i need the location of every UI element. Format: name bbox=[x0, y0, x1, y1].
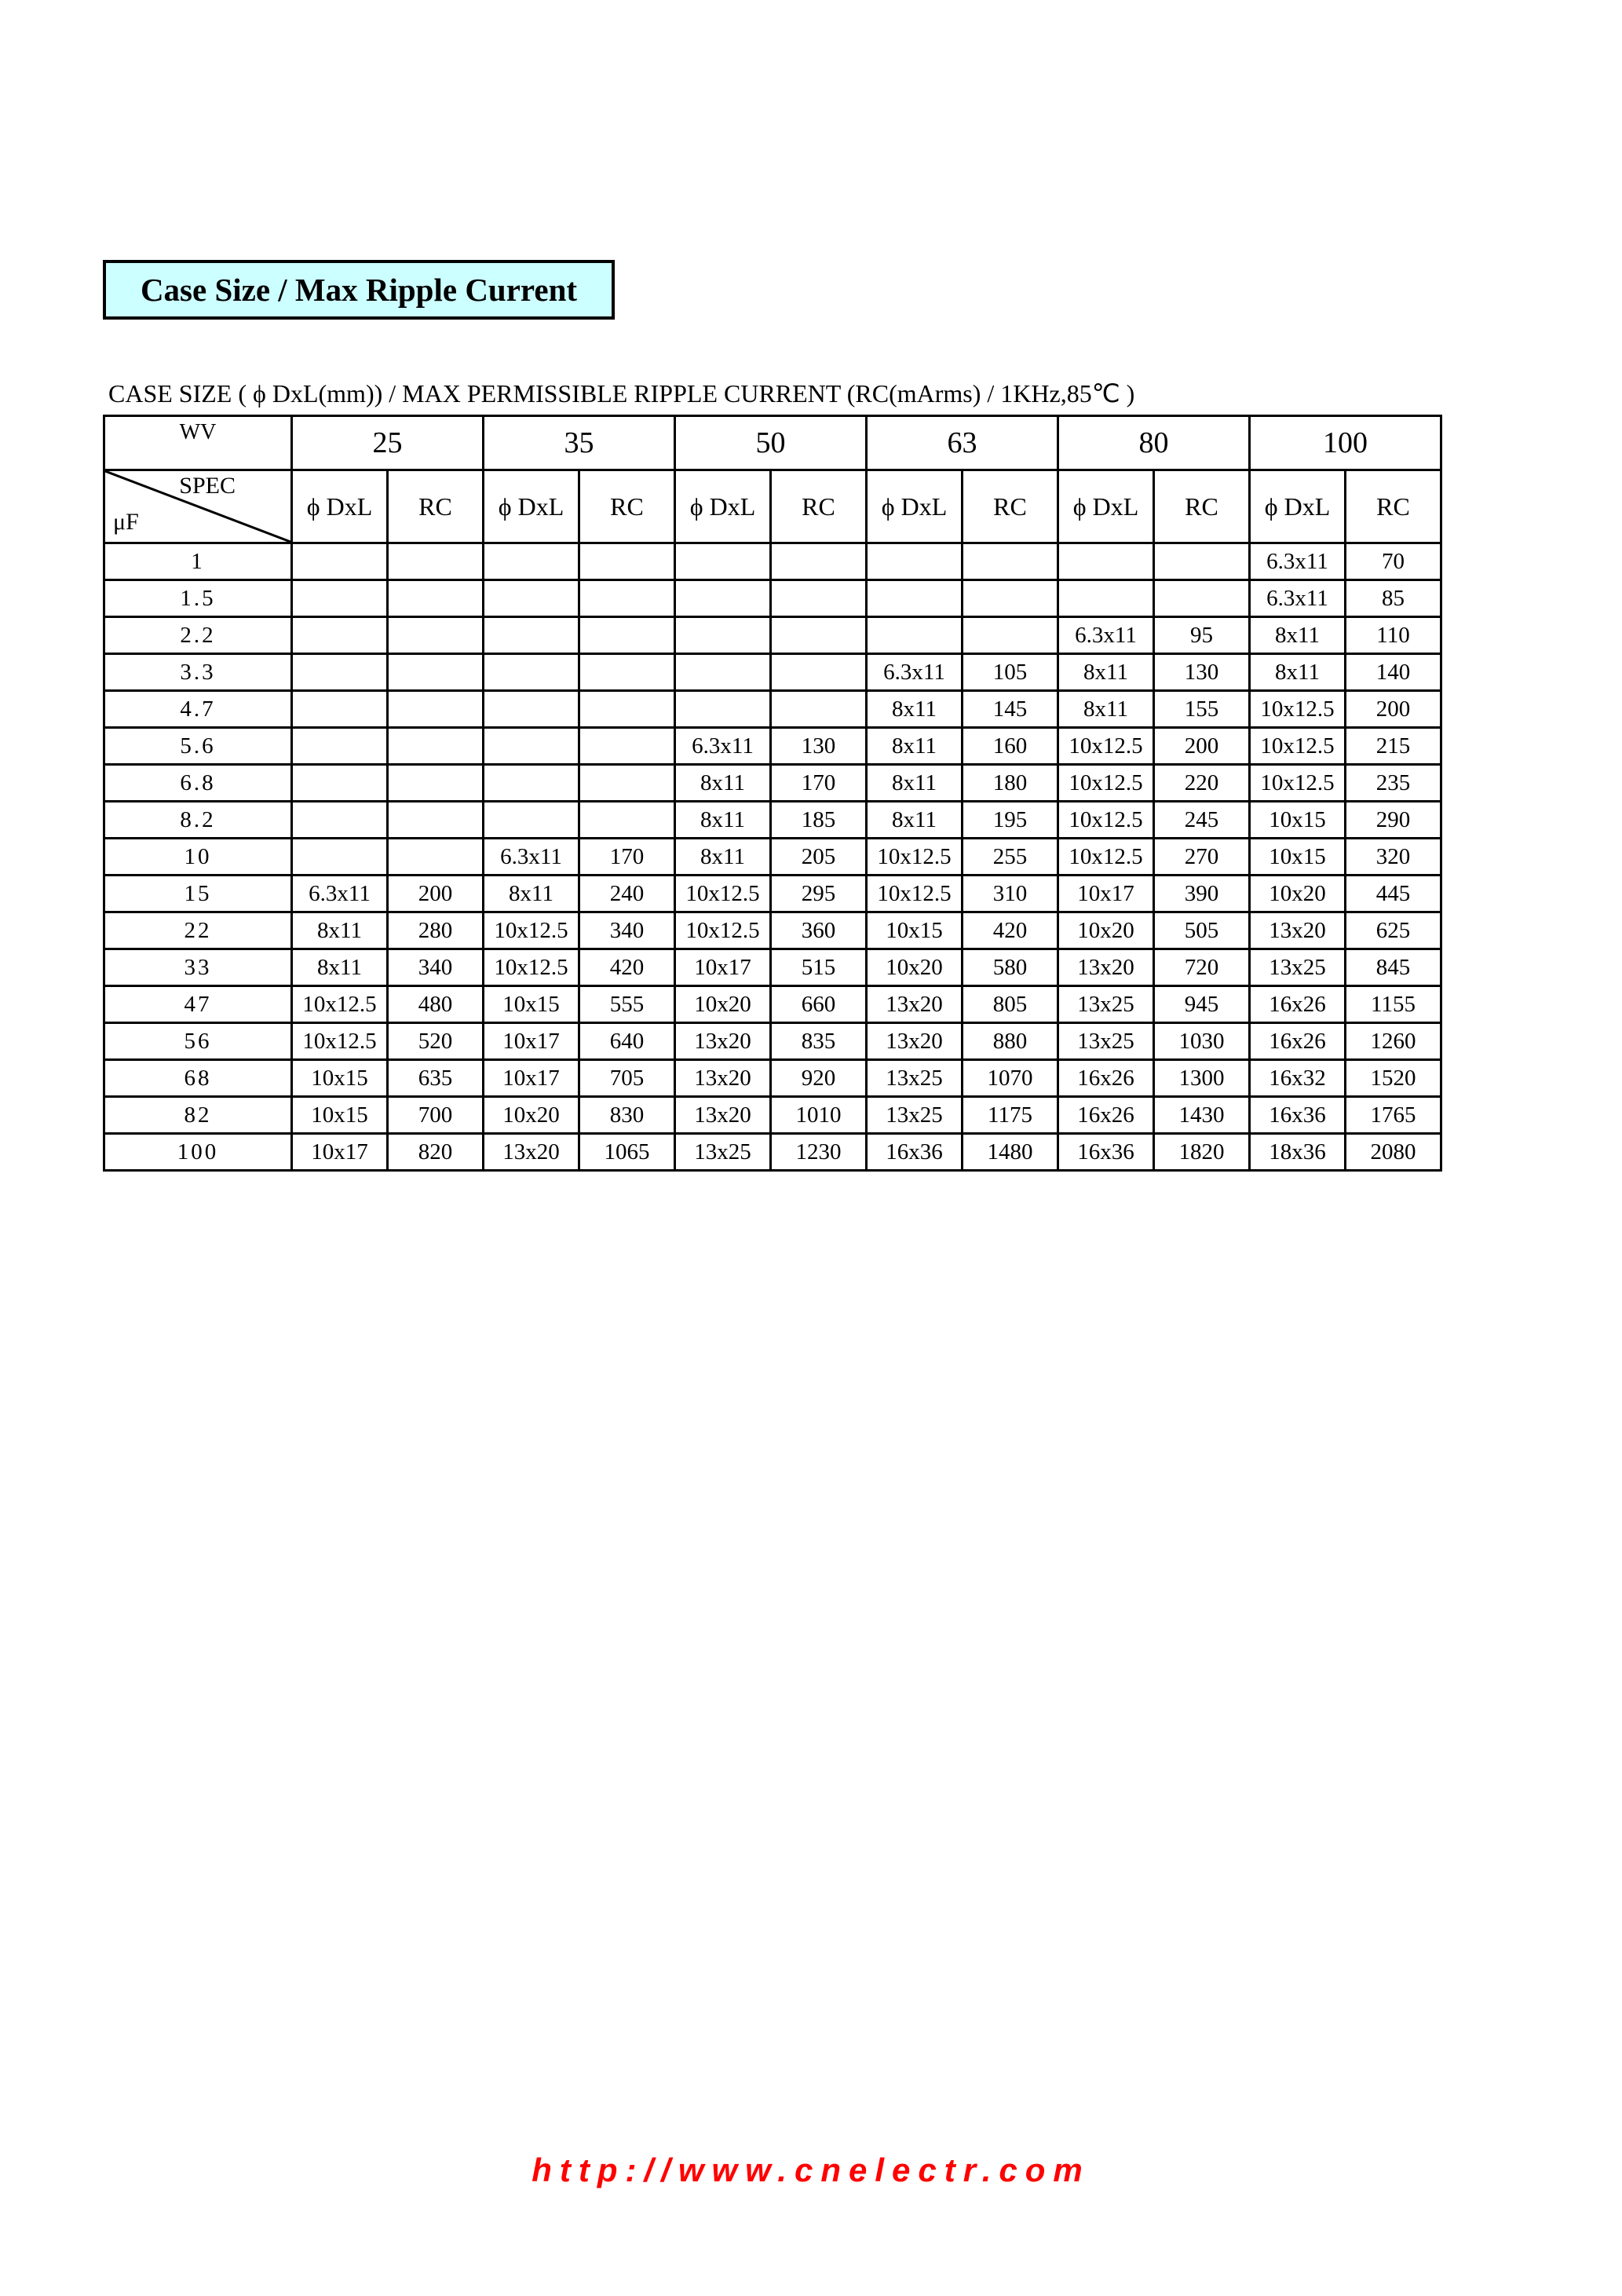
case-size-cell: 8x11 bbox=[867, 802, 963, 839]
ripple-current-cell bbox=[388, 580, 484, 617]
ripple-current-cell: 555 bbox=[579, 986, 675, 1023]
case-size-cell: 13x20 bbox=[675, 1023, 771, 1060]
case-size-cell: 16x32 bbox=[1250, 1060, 1346, 1097]
case-size-cell: 10x12.5 bbox=[1058, 728, 1154, 765]
size-header: ϕ DxL bbox=[1250, 470, 1346, 543]
ripple-current-cell: 200 bbox=[1346, 691, 1441, 728]
capacitance-cell: 3.3 bbox=[104, 654, 292, 691]
capacitance-cell: 10 bbox=[104, 839, 292, 876]
case-size-cell: 6.3x11 bbox=[1250, 580, 1346, 617]
ripple-current-cell: 245 bbox=[1154, 802, 1250, 839]
ripple-current-cell: 235 bbox=[1346, 765, 1441, 802]
rc-header: RC bbox=[771, 470, 867, 543]
rc-header: RC bbox=[388, 470, 484, 543]
case-size-cell bbox=[675, 580, 771, 617]
case-size-cell bbox=[1058, 543, 1154, 580]
case-size-cell bbox=[675, 543, 771, 580]
ripple-current-cell bbox=[771, 580, 867, 617]
ripple-current-cell: 1155 bbox=[1346, 986, 1441, 1023]
case-size-cell: 10x12.5 bbox=[867, 839, 963, 876]
ripple-current-cell: 945 bbox=[1154, 986, 1250, 1023]
ripple-current-cell bbox=[1154, 543, 1250, 580]
capacitance-cell: 5.6 bbox=[104, 728, 292, 765]
ripple-current-cell bbox=[388, 543, 484, 580]
case-size-cell: 10x17 bbox=[675, 949, 771, 986]
case-size-cell: 13x25 bbox=[867, 1097, 963, 1134]
rc-header: RC bbox=[1154, 470, 1250, 543]
case-size-cell: 10x12.5 bbox=[1058, 765, 1154, 802]
ripple-current-cell: 255 bbox=[963, 839, 1058, 876]
ripple-current-cell: 70 bbox=[1346, 543, 1441, 580]
case-size-cell: 8x11 bbox=[675, 839, 771, 876]
case-size-cell bbox=[292, 802, 388, 839]
case-size-cell: 8x11 bbox=[867, 765, 963, 802]
case-size-cell: 8x11 bbox=[867, 691, 963, 728]
ripple-current-cell: 340 bbox=[579, 912, 675, 949]
case-size-cell: 10x12.5 bbox=[292, 986, 388, 1023]
case-size-cell: 10x20 bbox=[867, 949, 963, 986]
capacitance-cell: 56 bbox=[104, 1023, 292, 1060]
voltage-header: 35 bbox=[484, 416, 675, 470]
rc-header: RC bbox=[963, 470, 1058, 543]
table-row bbox=[104, 912, 1441, 949]
ripple-current-cell bbox=[579, 543, 675, 580]
table-row bbox=[104, 986, 1441, 1023]
case-size-cell bbox=[867, 617, 963, 654]
ripple-current-cell: 1175 bbox=[963, 1097, 1058, 1134]
case-size-cell: 8x11 bbox=[675, 765, 771, 802]
table-row bbox=[104, 765, 1441, 802]
case-size-cell: 13x20 bbox=[867, 986, 963, 1023]
ripple-current-cell bbox=[579, 617, 675, 654]
voltage-header-row bbox=[104, 416, 1441, 470]
spec-header-row bbox=[104, 470, 1441, 543]
ripple-current-cell: 160 bbox=[963, 728, 1058, 765]
capacitance-cell: 6.8 bbox=[104, 765, 292, 802]
ripple-current-cell bbox=[963, 580, 1058, 617]
ripple-current-cell: 660 bbox=[771, 986, 867, 1023]
case-size-cell: 13x25 bbox=[675, 1134, 771, 1171]
case-size-cell bbox=[484, 580, 579, 617]
case-size-cell: 16x26 bbox=[1250, 1023, 1346, 1060]
ripple-current-cell: 920 bbox=[771, 1060, 867, 1097]
case-size-cell: 10x12.5 bbox=[1058, 802, 1154, 839]
case-size-cell: 8x11 bbox=[292, 949, 388, 986]
size-header: ϕ DxL bbox=[292, 470, 388, 543]
case-size-cell: 16x36 bbox=[867, 1134, 963, 1171]
case-size-cell: 6.3x11 bbox=[675, 728, 771, 765]
case-size-cell: 10x15 bbox=[867, 912, 963, 949]
voltage-header: 50 bbox=[675, 416, 867, 470]
size-header: ϕ DxL bbox=[1058, 470, 1154, 543]
case-size-cell: 6.3x11 bbox=[484, 839, 579, 876]
capacitance-cell: 100 bbox=[104, 1134, 292, 1171]
ripple-current-cell: 1030 bbox=[1154, 1023, 1250, 1060]
case-size-cell: 10x15 bbox=[292, 1097, 388, 1134]
ripple-current-cell: 280 bbox=[388, 912, 484, 949]
case-size-cell: 10x12.5 bbox=[484, 949, 579, 986]
case-size-cell bbox=[1058, 580, 1154, 617]
case-size-cell: 10x12.5 bbox=[675, 876, 771, 912]
ripple-current-cell bbox=[579, 580, 675, 617]
case-size-cell bbox=[292, 691, 388, 728]
ripple-current-cell: 205 bbox=[771, 839, 867, 876]
rc-header: RC bbox=[579, 470, 675, 543]
case-size-cell bbox=[292, 617, 388, 654]
case-size-cell: 8x11 bbox=[1058, 654, 1154, 691]
case-size-cell: 16x36 bbox=[1250, 1097, 1346, 1134]
ripple-current-cell: 1230 bbox=[771, 1134, 867, 1171]
case-size-cell: 16x26 bbox=[1058, 1097, 1154, 1134]
wv-label: WV bbox=[104, 416, 292, 470]
ripple-current-cell bbox=[771, 617, 867, 654]
case-size-cell: 10x12.5 bbox=[1250, 728, 1346, 765]
ripple-current-table bbox=[103, 415, 1442, 1172]
table-row bbox=[104, 1134, 1441, 1171]
table-row bbox=[104, 617, 1441, 654]
ripple-current-cell: 1430 bbox=[1154, 1097, 1250, 1134]
table-row bbox=[104, 1060, 1441, 1097]
capacitance-cell: 68 bbox=[104, 1060, 292, 1097]
ripple-current-cell bbox=[579, 691, 675, 728]
ripple-current-cell: 95 bbox=[1154, 617, 1250, 654]
ripple-current-cell bbox=[579, 728, 675, 765]
ripple-current-cell: 215 bbox=[1346, 728, 1441, 765]
case-size-cell: 13x25 bbox=[1058, 1023, 1154, 1060]
ripple-current-cell: 195 bbox=[963, 802, 1058, 839]
section-title: Case Size / Max Ripple Current bbox=[103, 260, 615, 320]
ripple-current-cell: 200 bbox=[388, 876, 484, 912]
ripple-current-cell: 130 bbox=[771, 728, 867, 765]
rc-header: RC bbox=[1346, 470, 1441, 543]
ripple-current-cell: 625 bbox=[1346, 912, 1441, 949]
voltage-header: 80 bbox=[1058, 416, 1250, 470]
ripple-current-cell: 295 bbox=[771, 876, 867, 912]
voltage-header: 100 bbox=[1250, 416, 1441, 470]
case-size-cell: 13x25 bbox=[1058, 986, 1154, 1023]
ripple-current-cell bbox=[579, 654, 675, 691]
case-size-cell bbox=[484, 728, 579, 765]
case-size-cell: 13x25 bbox=[867, 1060, 963, 1097]
case-size-cell: 10x17 bbox=[1058, 876, 1154, 912]
case-size-cell bbox=[675, 654, 771, 691]
capacitance-cell: 15 bbox=[104, 876, 292, 912]
ripple-current-cell: 420 bbox=[963, 912, 1058, 949]
ripple-current-cell: 480 bbox=[388, 986, 484, 1023]
ripple-current-cell: 845 bbox=[1346, 949, 1441, 986]
ripple-current-cell: 130 bbox=[1154, 654, 1250, 691]
case-size-cell bbox=[292, 728, 388, 765]
case-size-cell: 8x11 bbox=[675, 802, 771, 839]
case-size-cell bbox=[675, 617, 771, 654]
table-row bbox=[104, 691, 1441, 728]
case-size-cell: 13x20 bbox=[867, 1023, 963, 1060]
case-size-cell: 13x20 bbox=[1058, 949, 1154, 986]
case-size-cell: 16x36 bbox=[1058, 1134, 1154, 1171]
case-size-cell: 10x20 bbox=[1250, 876, 1346, 912]
ripple-current-cell: 580 bbox=[963, 949, 1058, 986]
table-row bbox=[104, 876, 1441, 912]
ripple-current-cell bbox=[388, 802, 484, 839]
ripple-current-cell: 505 bbox=[1154, 912, 1250, 949]
ripple-current-cell: 155 bbox=[1154, 691, 1250, 728]
ripple-current-cell: 200 bbox=[1154, 728, 1250, 765]
case-size-cell bbox=[484, 765, 579, 802]
case-size-cell bbox=[292, 654, 388, 691]
case-size-cell: 8x11 bbox=[1250, 654, 1346, 691]
ripple-current-cell: 1010 bbox=[771, 1097, 867, 1134]
case-size-cell: 13x20 bbox=[675, 1060, 771, 1097]
case-size-cell: 10x15 bbox=[292, 1060, 388, 1097]
footer-url: http://www.cnelectr.com bbox=[532, 2152, 1090, 2188]
size-header: ϕ DxL bbox=[675, 470, 771, 543]
spec-label: SPEC bbox=[179, 473, 236, 499]
ripple-current-cell: 1260 bbox=[1346, 1023, 1441, 1060]
case-size-cell: 10x12.5 bbox=[484, 912, 579, 949]
case-size-cell: 10x17 bbox=[292, 1134, 388, 1171]
table-row bbox=[104, 839, 1441, 876]
ripple-current-cell bbox=[388, 728, 484, 765]
case-size-cell: 8x11 bbox=[292, 912, 388, 949]
ripple-current-cell: 320 bbox=[1346, 839, 1441, 876]
ripple-current-cell: 720 bbox=[1154, 949, 1250, 986]
case-size-cell bbox=[867, 580, 963, 617]
ripple-current-cell: 520 bbox=[388, 1023, 484, 1060]
ripple-current-cell bbox=[388, 765, 484, 802]
case-size-cell bbox=[292, 543, 388, 580]
capacitance-cell: 82 bbox=[104, 1097, 292, 1134]
ripple-current-cell: 270 bbox=[1154, 839, 1250, 876]
table-row bbox=[104, 654, 1441, 691]
ripple-current-cell: 1300 bbox=[1154, 1060, 1250, 1097]
case-size-cell bbox=[484, 617, 579, 654]
ripple-current-cell: 2080 bbox=[1346, 1134, 1441, 1171]
ripple-current-cell: 1480 bbox=[963, 1134, 1058, 1171]
case-size-cell: 13x25 bbox=[1250, 949, 1346, 986]
ripple-current-cell: 835 bbox=[771, 1023, 867, 1060]
capacitance-cell: 4.7 bbox=[104, 691, 292, 728]
case-size-cell: 10x15 bbox=[1250, 802, 1346, 839]
ripple-current-cell: 85 bbox=[1346, 580, 1441, 617]
voltage-header: 63 bbox=[867, 416, 1058, 470]
ripple-current-cell: 170 bbox=[771, 765, 867, 802]
case-size-cell bbox=[292, 765, 388, 802]
ripple-current-cell bbox=[771, 691, 867, 728]
ripple-current-cell: 310 bbox=[963, 876, 1058, 912]
case-size-cell: 6.3x11 bbox=[1058, 617, 1154, 654]
case-size-cell: 8x11 bbox=[1058, 691, 1154, 728]
case-size-cell bbox=[484, 802, 579, 839]
ripple-current-cell: 830 bbox=[579, 1097, 675, 1134]
case-size-cell: 10x12.5 bbox=[675, 912, 771, 949]
ripple-current-cell: 180 bbox=[963, 765, 1058, 802]
case-size-cell bbox=[484, 691, 579, 728]
case-size-cell: 8x11 bbox=[1250, 617, 1346, 654]
ripple-current-cell bbox=[388, 691, 484, 728]
ripple-current-cell bbox=[579, 765, 675, 802]
case-size-cell: 10x12.5 bbox=[292, 1023, 388, 1060]
ripple-current-cell: 445 bbox=[1346, 876, 1441, 912]
ripple-current-cell: 170 bbox=[579, 839, 675, 876]
ripple-current-cell: 635 bbox=[388, 1060, 484, 1097]
capacitance-cell: 22 bbox=[104, 912, 292, 949]
ripple-current-cell: 820 bbox=[388, 1134, 484, 1171]
case-size-cell: 10x12.5 bbox=[1058, 839, 1154, 876]
spec-uf-corner bbox=[104, 470, 292, 543]
ripple-current-cell: 110 bbox=[1346, 617, 1441, 654]
case-size-cell bbox=[292, 580, 388, 617]
ripple-current-cell: 140 bbox=[1346, 654, 1441, 691]
case-size-cell: 8x11 bbox=[484, 876, 579, 912]
ripple-current-cell: 515 bbox=[771, 949, 867, 986]
case-size-cell: 13x20 bbox=[1250, 912, 1346, 949]
table-row bbox=[104, 1023, 1441, 1060]
case-size-cell: 6.3x11 bbox=[292, 876, 388, 912]
ripple-current-cell: 1520 bbox=[1346, 1060, 1441, 1097]
size-header: ϕ DxL bbox=[867, 470, 963, 543]
case-size-cell bbox=[292, 839, 388, 876]
case-size-cell: 16x26 bbox=[1250, 986, 1346, 1023]
ripple-current-cell bbox=[1154, 580, 1250, 617]
case-size-cell: 10x12.5 bbox=[867, 876, 963, 912]
ripple-current-cell: 1070 bbox=[963, 1060, 1058, 1097]
table-caption: CASE SIZE ( ϕ DxL(mm)) / MAX PERMISSIBLE RIPPLE CURRENT (RC(mArms) / 1KHz,85℃ ) bbox=[108, 379, 1135, 408]
case-size-cell bbox=[675, 691, 771, 728]
case-size-cell: 10x15 bbox=[1250, 839, 1346, 876]
ripple-current-cell: 240 bbox=[579, 876, 675, 912]
ripple-current-cell bbox=[388, 839, 484, 876]
size-header: ϕ DxL bbox=[484, 470, 579, 543]
capacitance-cell: 1 bbox=[104, 543, 292, 580]
ripple-current-cell: 390 bbox=[1154, 876, 1250, 912]
case-size-cell: 18x36 bbox=[1250, 1134, 1346, 1171]
table-row bbox=[104, 802, 1441, 839]
case-size-cell: 10x15 bbox=[484, 986, 579, 1023]
table-row bbox=[104, 949, 1441, 986]
case-size-cell: 10x17 bbox=[484, 1060, 579, 1097]
case-size-cell bbox=[484, 543, 579, 580]
case-size-cell: 10x20 bbox=[675, 986, 771, 1023]
ripple-current-cell: 220 bbox=[1154, 765, 1250, 802]
ripple-current-cell: 420 bbox=[579, 949, 675, 986]
table-row bbox=[104, 543, 1441, 580]
ripple-current-cell: 1065 bbox=[579, 1134, 675, 1171]
ripple-current-cell: 290 bbox=[1346, 802, 1441, 839]
ripple-current-cell: 340 bbox=[388, 949, 484, 986]
case-size-cell: 10x17 bbox=[484, 1023, 579, 1060]
ripple-current-cell bbox=[771, 654, 867, 691]
ripple-current-cell: 705 bbox=[579, 1060, 675, 1097]
ripple-current-cell: 805 bbox=[963, 986, 1058, 1023]
case-size-cell: 13x20 bbox=[484, 1134, 579, 1171]
case-size-cell: 10x12.5 bbox=[1250, 691, 1346, 728]
ripple-current-cell bbox=[963, 543, 1058, 580]
case-size-cell: 6.3x11 bbox=[867, 654, 963, 691]
uf-label: μF bbox=[113, 509, 139, 535]
ripple-current-cell: 640 bbox=[579, 1023, 675, 1060]
capacitance-cell: 8.2 bbox=[104, 802, 292, 839]
case-size-cell: 16x26 bbox=[1058, 1060, 1154, 1097]
ripple-current-cell: 880 bbox=[963, 1023, 1058, 1060]
voltage-header: 25 bbox=[292, 416, 484, 470]
case-size-cell: 10x20 bbox=[1058, 912, 1154, 949]
ripple-current-cell bbox=[388, 617, 484, 654]
capacitance-cell: 33 bbox=[104, 949, 292, 986]
ripple-current-cell: 105 bbox=[963, 654, 1058, 691]
ripple-current-cell bbox=[963, 617, 1058, 654]
table-row bbox=[104, 728, 1441, 765]
case-size-cell: 13x20 bbox=[675, 1097, 771, 1134]
case-size-cell bbox=[867, 543, 963, 580]
ripple-current-cell: 360 bbox=[771, 912, 867, 949]
case-size-cell bbox=[484, 654, 579, 691]
ripple-current-cell bbox=[771, 543, 867, 580]
case-size-cell: 10x20 bbox=[484, 1097, 579, 1134]
ripple-current-cell: 1765 bbox=[1346, 1097, 1441, 1134]
capacitance-cell: 1.5 bbox=[104, 580, 292, 617]
table-row bbox=[104, 580, 1441, 617]
ripple-current-cell: 1820 bbox=[1154, 1134, 1250, 1171]
capacitance-cell: 2.2 bbox=[104, 617, 292, 654]
case-size-cell: 8x11 bbox=[867, 728, 963, 765]
ripple-current-cell bbox=[579, 802, 675, 839]
case-size-cell: 10x12.5 bbox=[1250, 765, 1346, 802]
case-size-cell: 6.3x11 bbox=[1250, 543, 1346, 580]
ripple-current-cell: 145 bbox=[963, 691, 1058, 728]
ripple-current-cell bbox=[388, 654, 484, 691]
ripple-current-cell: 700 bbox=[388, 1097, 484, 1134]
ripple-current-cell: 185 bbox=[771, 802, 867, 839]
capacitance-cell: 47 bbox=[104, 986, 292, 1023]
table-row bbox=[104, 1097, 1441, 1134]
